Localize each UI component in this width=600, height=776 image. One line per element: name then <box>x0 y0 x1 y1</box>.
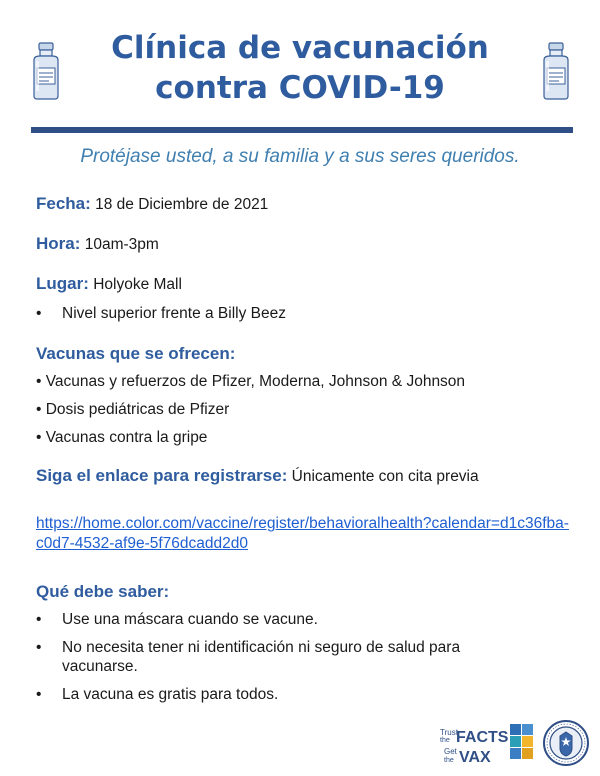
list-item: • Dosis pediátricas de Pfizer <box>36 401 230 418</box>
tagline: Protéjase usted, a su familia y a sus seres queridos. <box>80 146 520 167</box>
svg-text:the: the <box>440 737 450 744</box>
svg-text:the: the <box>444 757 454 764</box>
registration-value: Únicamente con cita previa <box>291 468 479 485</box>
time-row <box>36 234 159 255</box>
svg-text:FACTS: FACTS <box>456 729 509 746</box>
header-divider <box>31 127 573 133</box>
location-value: Holyoke Mall <box>93 276 182 293</box>
trust-the-facts-logo <box>440 722 534 764</box>
registration-link[interactable]: https://home.color.com/vaccine/register/behavioralhealth?calendar=d1c36fba-c0d7-4532-af9e-5f76dcadd2d0 <box>36 515 569 552</box>
svg-text:Get: Get <box>444 747 457 756</box>
list-item: • Vacunas contra la gripe <box>36 429 208 446</box>
time-value: 10am-3pm <box>84 236 159 253</box>
list-item: • Vacunas y refuerzos de Pfizer, Moderna, Johnson & Johnson <box>36 373 466 390</box>
time-label: Hora: <box>36 234 81 253</box>
title-line-2: contra COVID-19 <box>155 70 445 106</box>
location-label: Lugar: <box>36 274 89 293</box>
svg-text:Trust: Trust <box>440 728 458 737</box>
know-heading: Qué debe saber: <box>36 582 170 601</box>
registration-label: Siga el enlace para registrarse: <box>36 466 288 485</box>
location-row <box>36 274 182 295</box>
svg-text:VAX: VAX <box>459 749 491 764</box>
registration-row <box>36 466 479 487</box>
vaccine-vial-icon <box>28 42 64 100</box>
vaccine-vial-icon <box>538 42 574 100</box>
page-title <box>90 28 510 108</box>
date-label: Fecha: <box>36 194 91 213</box>
date-value: 18 de Diciembre de 2021 <box>95 196 269 213</box>
title-line-1: Clínica de vacunación <box>111 30 489 66</box>
massachusetts-seal-icon <box>543 720 589 766</box>
date-row <box>36 194 268 215</box>
vaccines-heading: Vacunas que se ofrecen: <box>36 344 236 363</box>
